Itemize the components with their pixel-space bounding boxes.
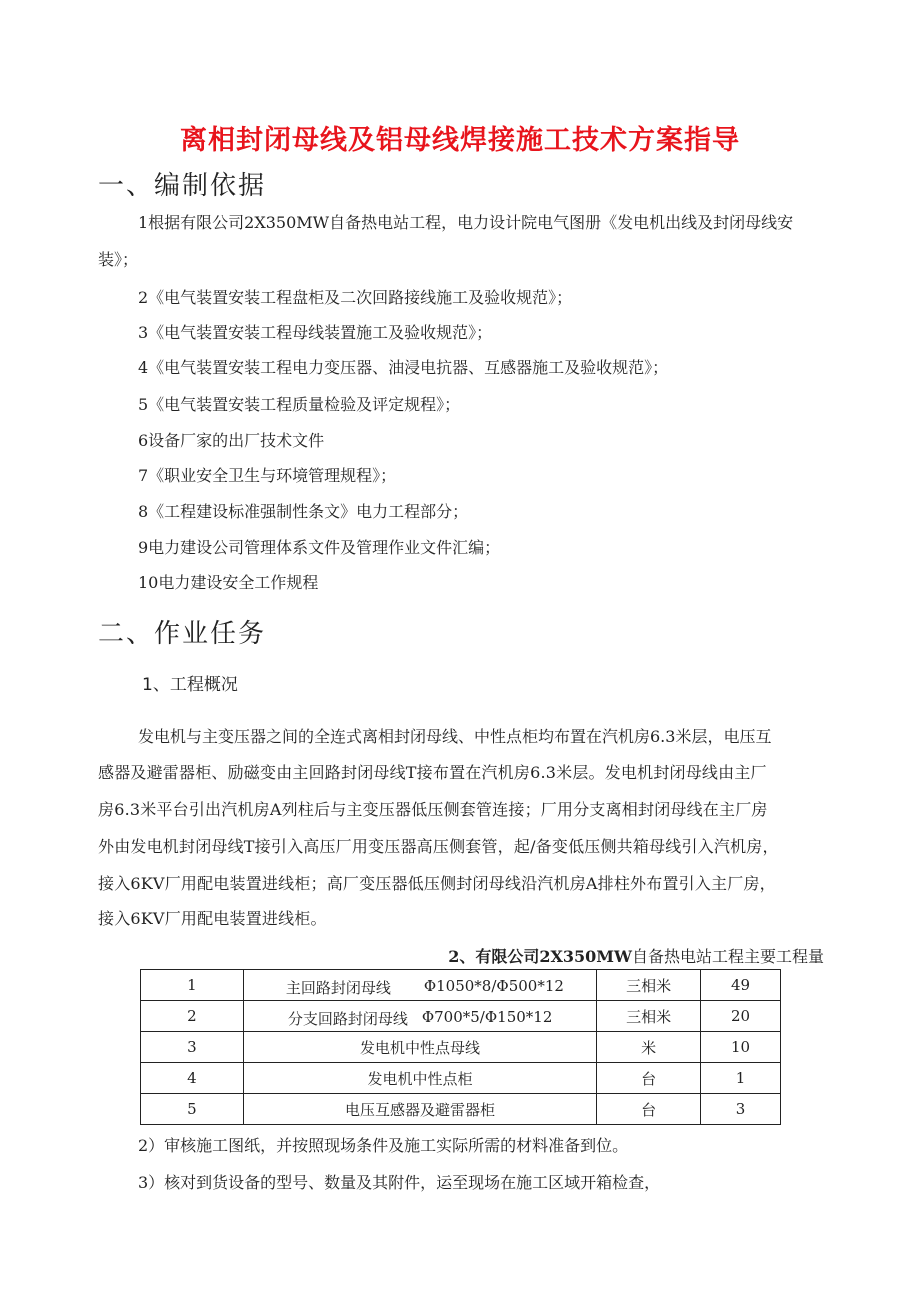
basis-item-1-cont: 装》；: [98, 250, 139, 269]
item-spec: Φ1050*8/Φ500*12: [423, 977, 564, 995]
overview-subheading: 1、工程概况: [142, 675, 238, 695]
item-unit: 台: [597, 1063, 701, 1094]
overview-line-4: 外由发电机封闭母线T接引入高压厂用变压器高压侧套管，起/备变低压侧共箱母线引入汽机房，: [98, 837, 779, 856]
item-name: 发电机中性点母线: [243, 1032, 596, 1063]
item-name: 分支回路封闭母线: [287, 1010, 408, 1028]
prep-step-3: 3）核对到货设备的型号、数量及其附件，运至现场在施工区域开箱检查，: [138, 1173, 661, 1192]
basis-item-9: 9电力建设公司管理体系文件及管理作业文件汇编；: [138, 538, 501, 557]
section1-heading: 一、编制依据: [98, 171, 267, 201]
overview-line-2: 感器及避雷器柜、励磁变由主回路封闭母线T接布置在汽机房6.3米层。发电机封闭母线由主厂: [98, 763, 767, 782]
item-name: 发电机中性点柜: [243, 1063, 596, 1094]
section2-heading: 二、作业任务: [98, 619, 267, 649]
overview-line-3: 房6.3米平台引出汽机房A列柱后与主变压器低压侧套管连接；厂用分支离相封闭母线在主厂房: [98, 800, 768, 819]
item-spec: Φ700*5/Φ150*12: [421, 1008, 553, 1026]
basis-item-5: 5《电气装置安装工程质量检验及评定规程》；: [138, 395, 461, 414]
item-unit: 米: [597, 1032, 701, 1063]
basis-item-3: 3《电气装置安装工程母线装置施工及验收规范》；: [138, 323, 493, 342]
row-number: 5: [141, 1094, 244, 1125]
document-title: 离相封闭母线及铝母线焊接施工技术方案指导: [180, 125, 740, 156]
basis-item-1: 1根据有限公司2X350MW自备热电站工程，电力设计院电气图册《发电机出线及封闭母线安: [138, 213, 794, 232]
item-name-cell: [243, 970, 596, 1001]
item-name-cell: [243, 1001, 596, 1032]
row-number: 4: [141, 1063, 244, 1094]
table-caption: [448, 944, 824, 967]
basis-item-2: 2《电气装置安装工程盘柜及二次回路接线施工及验收规范》；: [138, 288, 573, 307]
item-unit: 三相米: [597, 1001, 701, 1032]
basis-item-7: 7《职业安全卫生与环境管理规程》；: [138, 466, 397, 485]
table-row: [141, 1063, 781, 1094]
row-number: 3: [141, 1032, 244, 1063]
table-caption-bold: 2、有限公司2X350MW: [448, 947, 632, 966]
basis-item-8: 8《工程建设标准强制性条文》电力工程部分；: [138, 502, 469, 521]
item-quantity: 10: [701, 1032, 781, 1063]
item-quantity: 1: [701, 1063, 781, 1094]
table-row: [141, 1032, 781, 1063]
table-caption-rest: 自备热电站工程主要工程量: [631, 947, 824, 966]
row-number: 1: [141, 970, 244, 1001]
item-unit: 台: [597, 1094, 701, 1125]
item-quantity: 49: [701, 970, 781, 1001]
table-row: [141, 970, 781, 1001]
table-row: [141, 1001, 781, 1032]
table-row: [141, 1094, 781, 1125]
item-quantity: 3: [701, 1094, 781, 1125]
item-unit: 三相米: [597, 970, 701, 1001]
item-quantity: 20: [701, 1001, 781, 1032]
overview-line-1: 发电机与主变压器之间的全连式离相封闭母线、中性点柜均布置在汽机房6.3米层，电压互: [138, 727, 772, 746]
basis-item-6: 6设备厂家的出厂技术文件: [138, 431, 325, 450]
item-name: 主回路封闭母线: [285, 979, 391, 997]
item-name: 电压互感器及避雷器柜: [243, 1094, 596, 1125]
row-number: 2: [141, 1001, 244, 1032]
basis-item-10: 10电力建设安全工作规程: [138, 573, 319, 592]
quantity-table: [140, 969, 781, 1125]
basis-item-4: 4《电气装置安装工程电力变压器、油浸电抗器、互感器施工及验收规范》；: [138, 358, 669, 377]
overview-line-6: 接入6KV厂用配电装置进线柜。: [98, 909, 327, 928]
overview-line-5: 接入6KV厂用配电装置进线柜；高厂变压器低压侧封闭母线沿汽机房A排柱外布置引入主厂房，: [98, 874, 776, 893]
prep-step-2: 2）审核施工图纸，并按照现场条件及施工实际所需的材料准备到位。: [138, 1136, 629, 1155]
